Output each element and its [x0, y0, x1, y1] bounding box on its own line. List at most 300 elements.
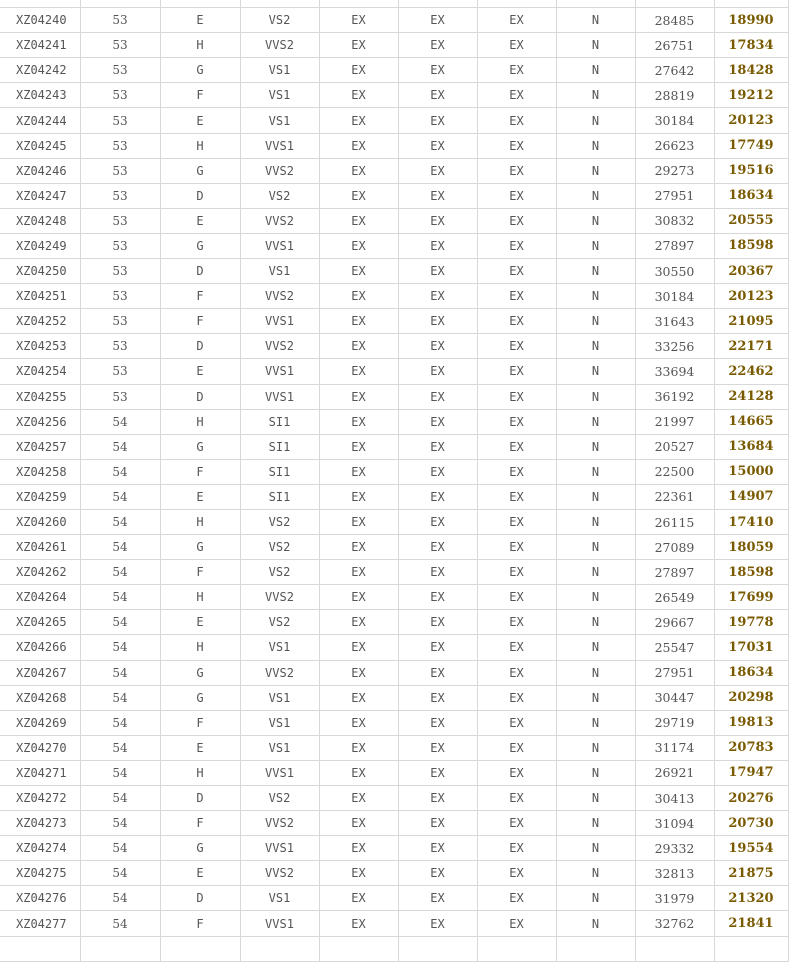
cell-item-id: XZ04247: [0, 183, 80, 208]
cell-color: G: [160, 158, 240, 183]
cell-size: 54: [80, 760, 160, 785]
cell-symmetry: [477, 0, 556, 8]
table-row: [0, 560, 788, 585]
cell-color: [160, 936, 240, 961]
cell-polish: EX: [398, 509, 477, 534]
cell-cut: EX: [319, 735, 398, 760]
cell-cut: EX: [319, 585, 398, 610]
cell-fluorescence: N: [556, 284, 635, 309]
table-row: [0, 434, 788, 459]
cell-list-price: 27642: [635, 58, 714, 83]
cell-cut: [319, 936, 398, 961]
cell-price: 20298: [714, 685, 788, 710]
cell-cut: EX: [319, 259, 398, 284]
cell-symmetry: EX: [477, 685, 556, 710]
cell-polish: [398, 0, 477, 8]
cell-cut: EX: [319, 284, 398, 309]
cell-size: 54: [80, 434, 160, 459]
cell-symmetry: EX: [477, 886, 556, 911]
cell-price: 22462: [714, 359, 788, 384]
cell-list-price: [635, 936, 714, 961]
cell-price: 17947: [714, 760, 788, 785]
table-row: [0, 936, 788, 961]
cell-symmetry: EX: [477, 409, 556, 434]
cell-cut: EX: [319, 811, 398, 836]
cell-size: 53: [80, 83, 160, 108]
cell-fluorescence: N: [556, 911, 635, 936]
cell-symmetry: EX: [477, 786, 556, 811]
table-row: [0, 133, 788, 158]
cell-item-id: XZ04276: [0, 886, 80, 911]
cell-cut: EX: [319, 911, 398, 936]
cell-list-price: 33694: [635, 359, 714, 384]
cell-symmetry: [477, 936, 556, 961]
cell-cut: EX: [319, 635, 398, 660]
cell-symmetry: EX: [477, 635, 556, 660]
cell-fluorescence: N: [556, 208, 635, 233]
cell-color: E: [160, 208, 240, 233]
cell-symmetry: EX: [477, 334, 556, 359]
cell-item-id: XZ04260: [0, 509, 80, 534]
cell-list-price: 30447: [635, 685, 714, 710]
cell-size: 53: [80, 208, 160, 233]
cell-clarity: VVS1: [240, 836, 319, 861]
table-row: [0, 836, 788, 861]
cell-size: 54: [80, 685, 160, 710]
cell-color: E: [160, 8, 240, 33]
cell-clarity: VVS2: [240, 284, 319, 309]
cell-clarity: VVS2: [240, 158, 319, 183]
cell-polish: EX: [398, 58, 477, 83]
cell-list-price: 32813: [635, 861, 714, 886]
cell-clarity: VS1: [240, 735, 319, 760]
cell-fluorescence: N: [556, 259, 635, 284]
cell-size: 54: [80, 610, 160, 635]
cell-item-id: [0, 936, 80, 961]
cell-symmetry: EX: [477, 133, 556, 158]
cell-size: 54: [80, 886, 160, 911]
cell-cut: EX: [319, 108, 398, 133]
cell-symmetry: EX: [477, 359, 556, 384]
cell-cut: EX: [319, 836, 398, 861]
cell-cut: EX: [319, 183, 398, 208]
cell-fluorescence: N: [556, 660, 635, 685]
cell-list-price: 26115: [635, 509, 714, 534]
cell-color: H: [160, 760, 240, 785]
table-row: [0, 735, 788, 760]
cell-polish: EX: [398, 760, 477, 785]
cell-price: 18598: [714, 560, 788, 585]
cell-price: 21320: [714, 886, 788, 911]
cell-clarity: VS1: [240, 83, 319, 108]
cell-cut: EX: [319, 685, 398, 710]
cell-list-price: 36192: [635, 384, 714, 409]
cell-symmetry: EX: [477, 861, 556, 886]
cell-price: 24128: [714, 384, 788, 409]
cell-list-price: 31094: [635, 811, 714, 836]
cell-cut: EX: [319, 861, 398, 886]
cell-list-price: 32762: [635, 911, 714, 936]
table-row: [0, 886, 788, 911]
cell-symmetry: EX: [477, 83, 556, 108]
cell-cut: EX: [319, 409, 398, 434]
cell-size: 54: [80, 535, 160, 560]
cell-fluorescence: N: [556, 33, 635, 58]
cell-item-id: XZ04265: [0, 610, 80, 635]
cell-color: F: [160, 284, 240, 309]
cell-clarity: VVS1: [240, 760, 319, 785]
cell-item-id: XZ04250: [0, 259, 80, 284]
cell-fluorescence: [556, 936, 635, 961]
cell-polish: EX: [398, 610, 477, 635]
cell-polish: EX: [398, 811, 477, 836]
cell-cut: EX: [319, 434, 398, 459]
cell-polish: EX: [398, 886, 477, 911]
cell-size: 54: [80, 409, 160, 434]
cell-fluorescence: N: [556, 359, 635, 384]
cell-list-price: 26921: [635, 760, 714, 785]
cell-color: H: [160, 635, 240, 660]
cell-item-id: XZ04262: [0, 560, 80, 585]
cell-list-price: 31643: [635, 309, 714, 334]
cell-symmetry: EX: [477, 535, 556, 560]
cell-price: 17031: [714, 635, 788, 660]
cell-clarity: VS1: [240, 710, 319, 735]
cell-size: 53: [80, 133, 160, 158]
cell-list-price: 28819: [635, 83, 714, 108]
cell-cut: EX: [319, 610, 398, 635]
cell-fluorescence: N: [556, 233, 635, 258]
cell-symmetry: EX: [477, 259, 556, 284]
table-row: [0, 786, 788, 811]
cell-price: 21841: [714, 911, 788, 936]
cell-fluorescence: N: [556, 484, 635, 509]
cell-clarity: VVS2: [240, 811, 319, 836]
cell-price: 14665: [714, 409, 788, 434]
cell-size: 53: [80, 58, 160, 83]
cell-clarity: VVS1: [240, 911, 319, 936]
cell-clarity: VS2: [240, 509, 319, 534]
cell-cut: EX: [319, 33, 398, 58]
cell-item-id: XZ04252: [0, 309, 80, 334]
cell-cut: EX: [319, 886, 398, 911]
table-row: [0, 309, 788, 334]
cell-cut: EX: [319, 786, 398, 811]
cell-clarity: VVS2: [240, 334, 319, 359]
cell-item-id: XZ04245: [0, 133, 80, 158]
cell-color: D: [160, 786, 240, 811]
cell-size: 54: [80, 836, 160, 861]
cell-list-price: 30550: [635, 259, 714, 284]
cell-symmetry: EX: [477, 459, 556, 484]
cell-item-id: XZ04277: [0, 911, 80, 936]
cell-fluorescence: N: [556, 183, 635, 208]
cell-cut: EX: [319, 83, 398, 108]
cell-fluorescence: N: [556, 384, 635, 409]
cell-cut: EX: [319, 133, 398, 158]
cell-list-price: 25547: [635, 635, 714, 660]
cell-clarity: VVS2: [240, 33, 319, 58]
cell-list-price: 29332: [635, 836, 714, 861]
cell-list-price: 27951: [635, 183, 714, 208]
cell-polish: EX: [398, 384, 477, 409]
cell-cut: EX: [319, 208, 398, 233]
cell-cut: EX: [319, 233, 398, 258]
cell-list-price: 31979: [635, 886, 714, 911]
cell-item-id: [0, 0, 80, 8]
cell-price: 18634: [714, 660, 788, 685]
cell-price: 22171: [714, 334, 788, 359]
cell-price: 18059: [714, 535, 788, 560]
cell-polish: EX: [398, 359, 477, 384]
cell-item-id: XZ04249: [0, 233, 80, 258]
cell-size: 53: [80, 309, 160, 334]
cell-symmetry: EX: [477, 484, 556, 509]
cell-color: E: [160, 108, 240, 133]
cell-fluorescence: N: [556, 610, 635, 635]
table-row: [0, 459, 788, 484]
cell-size: 54: [80, 509, 160, 534]
table-row: [0, 710, 788, 735]
cell-polish: EX: [398, 635, 477, 660]
cell-item-id: XZ04248: [0, 208, 80, 233]
cell-polish: EX: [398, 836, 477, 861]
table-row: [0, 811, 788, 836]
cell-fluorescence: N: [556, 635, 635, 660]
cell-clarity: VVS2: [240, 208, 319, 233]
cell-color: E: [160, 861, 240, 886]
cell-cut: EX: [319, 384, 398, 409]
table-row: [0, 208, 788, 233]
cell-clarity: SI1: [240, 434, 319, 459]
cell-color: F: [160, 811, 240, 836]
cell-item-id: XZ04240: [0, 8, 80, 33]
cell-polish: [398, 936, 477, 961]
cell-item-id: XZ04253: [0, 334, 80, 359]
cell-cut: EX: [319, 760, 398, 785]
cell-cut: EX: [319, 484, 398, 509]
cell-polish: EX: [398, 158, 477, 183]
cell-polish: EX: [398, 585, 477, 610]
cell-size: 54: [80, 660, 160, 685]
cell-cut: EX: [319, 58, 398, 83]
cell-color: G: [160, 58, 240, 83]
cell-color: E: [160, 484, 240, 509]
cell-color: H: [160, 33, 240, 58]
cell-fluorescence: N: [556, 585, 635, 610]
cell-symmetry: EX: [477, 660, 556, 685]
cell-size: 54: [80, 484, 160, 509]
table-row: [0, 58, 788, 83]
cell-size: 53: [80, 108, 160, 133]
cell-item-id: XZ04272: [0, 786, 80, 811]
cell-clarity: VS1: [240, 886, 319, 911]
cell-fluorescence: N: [556, 811, 635, 836]
cell-color: E: [160, 359, 240, 384]
cell-clarity: VVS2: [240, 660, 319, 685]
table-row: [0, 183, 788, 208]
cell-color: E: [160, 610, 240, 635]
cell-fluorescence: N: [556, 158, 635, 183]
cell-polish: EX: [398, 459, 477, 484]
cell-fluorescence: N: [556, 710, 635, 735]
cell-polish: EX: [398, 911, 477, 936]
cell-price: 18428: [714, 58, 788, 83]
cell-clarity: VVS1: [240, 359, 319, 384]
cell-size: 54: [80, 635, 160, 660]
cell-symmetry: EX: [477, 836, 556, 861]
cell-clarity: VVS1: [240, 309, 319, 334]
cell-cut: EX: [319, 509, 398, 534]
cell-price: 20367: [714, 259, 788, 284]
cell-color: D: [160, 259, 240, 284]
cell-cut: EX: [319, 459, 398, 484]
cell-size: 53: [80, 359, 160, 384]
cell-clarity: VS1: [240, 635, 319, 660]
cell-fluorescence: N: [556, 334, 635, 359]
table-row: [0, 83, 788, 108]
cell-list-price: 28485: [635, 8, 714, 33]
cell-size: 53: [80, 334, 160, 359]
cell-fluorescence: N: [556, 685, 635, 710]
cell-size: 54: [80, 735, 160, 760]
cell-list-price: 29719: [635, 710, 714, 735]
cell-size: 54: [80, 911, 160, 936]
cell-polish: EX: [398, 309, 477, 334]
cell-size: 53: [80, 183, 160, 208]
cell-list-price: 30413: [635, 786, 714, 811]
cell-fluorescence: N: [556, 861, 635, 886]
cell-symmetry: EX: [477, 610, 556, 635]
cell-polish: EX: [398, 434, 477, 459]
cell-symmetry: EX: [477, 233, 556, 258]
cell-price: 17410: [714, 509, 788, 534]
cell-size: 53: [80, 259, 160, 284]
cell-list-price: 26751: [635, 33, 714, 58]
cell-list-price: 26549: [635, 585, 714, 610]
cell-price: 17749: [714, 133, 788, 158]
cell-fluorescence: N: [556, 108, 635, 133]
table-row: [0, 384, 788, 409]
cell-color: D: [160, 183, 240, 208]
cell-symmetry: EX: [477, 760, 556, 785]
cell-polish: EX: [398, 735, 477, 760]
cell-list-price: [635, 0, 714, 8]
cell-polish: EX: [398, 710, 477, 735]
cell-clarity: VVS2: [240, 585, 319, 610]
cell-fluorescence: N: [556, 459, 635, 484]
cell-item-id: XZ04271: [0, 760, 80, 785]
cell-clarity: VS1: [240, 58, 319, 83]
cell-item-id: XZ04255: [0, 384, 80, 409]
cell-cut: EX: [319, 334, 398, 359]
cell-price: [714, 0, 788, 8]
table-row: [0, 359, 788, 384]
cell-color: H: [160, 585, 240, 610]
table-row: [0, 33, 788, 58]
cell-clarity: SI1: [240, 484, 319, 509]
cell-size: 53: [80, 384, 160, 409]
cell-polish: EX: [398, 560, 477, 585]
cell-clarity: VS1: [240, 259, 319, 284]
cell-polish: EX: [398, 183, 477, 208]
cell-price: 18990: [714, 8, 788, 33]
cell-cut: EX: [319, 158, 398, 183]
cell-price: 20730: [714, 811, 788, 836]
cell-price: 18598: [714, 233, 788, 258]
cell-size: 54: [80, 560, 160, 585]
cell-list-price: 29667: [635, 610, 714, 635]
cell-item-id: XZ04246: [0, 158, 80, 183]
cell-list-price: 22361: [635, 484, 714, 509]
cell-polish: EX: [398, 108, 477, 133]
cell-fluorescence: N: [556, 509, 635, 534]
cell-symmetry: EX: [477, 33, 556, 58]
cell-item-id: XZ04266: [0, 635, 80, 660]
cell-symmetry: EX: [477, 560, 556, 585]
cell-color: F: [160, 83, 240, 108]
cell-size: 53: [80, 233, 160, 258]
cell-cut: [319, 0, 398, 8]
cell-size: 54: [80, 459, 160, 484]
cell-price: 19212: [714, 83, 788, 108]
cell-list-price: 27897: [635, 233, 714, 258]
cell-fluorescence: N: [556, 409, 635, 434]
cell-clarity: VS2: [240, 8, 319, 33]
cell-item-id: XZ04261: [0, 535, 80, 560]
cell-fluorescence: N: [556, 535, 635, 560]
table-row: [0, 484, 788, 509]
cell-symmetry: EX: [477, 309, 556, 334]
cell-list-price: 31174: [635, 735, 714, 760]
cell-fluorescence: N: [556, 8, 635, 33]
cell-symmetry: EX: [477, 8, 556, 33]
cell-polish: EX: [398, 484, 477, 509]
cell-size: 53: [80, 284, 160, 309]
cell-list-price: 30184: [635, 284, 714, 309]
table-row: [0, 409, 788, 434]
cell-fluorescence: N: [556, 886, 635, 911]
cell-price: [714, 936, 788, 961]
cell-fluorescence: N: [556, 560, 635, 585]
cell-size: 54: [80, 861, 160, 886]
table-row: [0, 635, 788, 660]
table-row: [0, 509, 788, 534]
cell-color: D: [160, 886, 240, 911]
cell-fluorescence: N: [556, 83, 635, 108]
cell-color: H: [160, 409, 240, 434]
cell-polish: EX: [398, 284, 477, 309]
cell-item-id: XZ04264: [0, 585, 80, 610]
cell-polish: EX: [398, 33, 477, 58]
cell-polish: EX: [398, 259, 477, 284]
cell-color: F: [160, 560, 240, 585]
table-row: [0, 760, 788, 785]
cell-cut: EX: [319, 359, 398, 384]
cell-clarity: VVS2: [240, 861, 319, 886]
cell-item-id: XZ04269: [0, 710, 80, 735]
cell-size: 54: [80, 811, 160, 836]
cell-item-id: XZ04257: [0, 434, 80, 459]
cell-cut: EX: [319, 535, 398, 560]
cell-polish: EX: [398, 8, 477, 33]
cell-cut: EX: [319, 710, 398, 735]
cell-color: G: [160, 836, 240, 861]
cell-clarity: VVS1: [240, 384, 319, 409]
cell-fluorescence: N: [556, 434, 635, 459]
cell-fluorescence: N: [556, 58, 635, 83]
cell-item-id: XZ04267: [0, 660, 80, 685]
